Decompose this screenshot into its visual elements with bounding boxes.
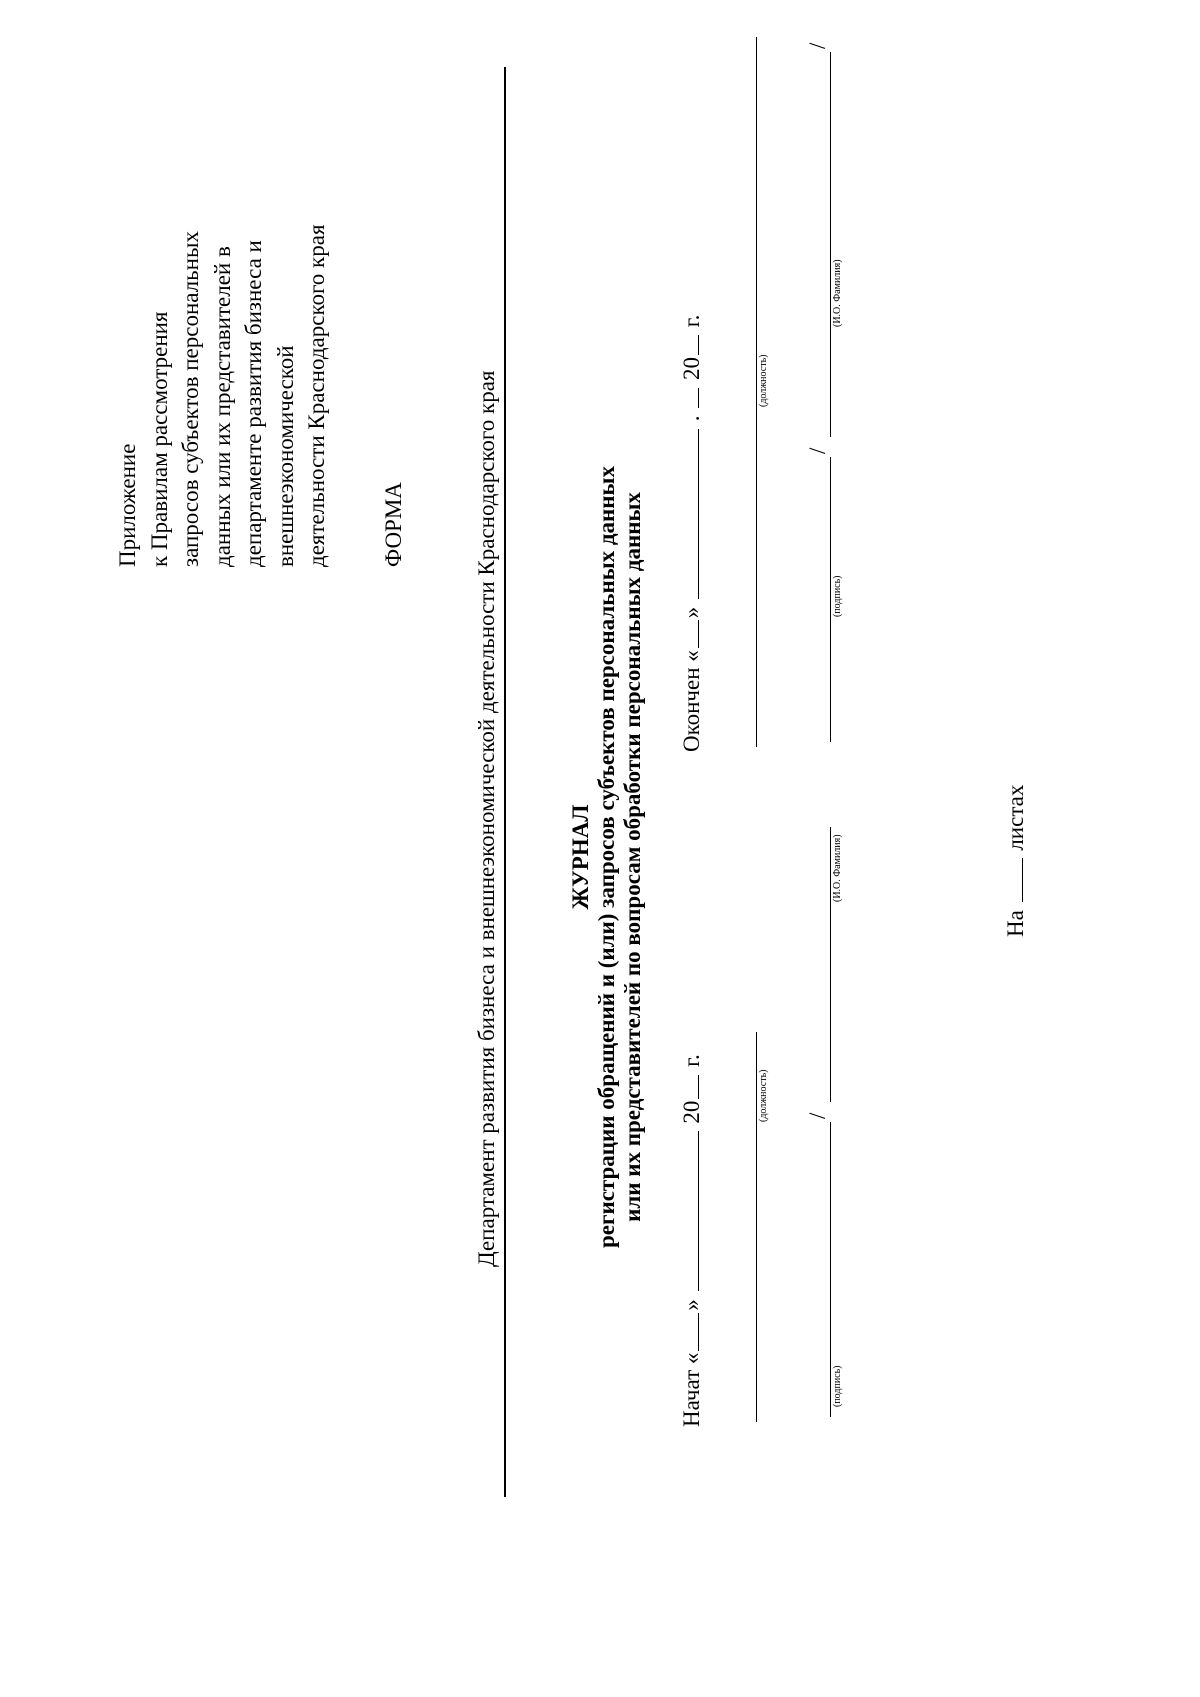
started-label: Начат « xyxy=(679,1352,704,1427)
form-label: ФОРМА xyxy=(381,482,406,567)
finished-date-row xyxy=(678,315,705,752)
journal-title-block xyxy=(568,17,646,1697)
appendix-line: Приложение xyxy=(115,443,140,567)
started-slash: / xyxy=(805,1112,830,1119)
finished-position-caption: (должность) xyxy=(758,354,769,407)
sheets-row xyxy=(1002,785,1029,937)
finished-name-line[interactable] xyxy=(830,52,831,437)
appendix-line: данных или их представителей в xyxy=(209,246,235,567)
appendix-line: к Правилам рассмотрения xyxy=(146,311,172,567)
sheets-prefix: На xyxy=(1003,910,1028,937)
started-name-caption: (И.О. Фамилия) xyxy=(832,834,843,902)
appendix-line: деятельности Краснодарского края xyxy=(304,224,329,567)
started-name-line[interactable] xyxy=(830,827,831,1102)
finished-day-field[interactable] xyxy=(678,620,699,648)
department-name: Департамент развития бизнеса и внешнеэкономической деятельности Краснодарского края xyxy=(474,370,499,1267)
appendix-line: внешнеэкономической xyxy=(272,345,298,567)
finished-month-field[interactable] xyxy=(678,429,699,599)
started-year-field[interactable] xyxy=(678,1075,699,1099)
started-day-field[interactable] xyxy=(678,1313,699,1351)
finished-position-line[interactable] xyxy=(756,37,757,747)
appendix-block xyxy=(112,147,333,567)
started-year-prefix: 20 xyxy=(679,1100,704,1124)
started-signature-caption: (подпись) xyxy=(832,1365,843,1407)
started-quote-close: » xyxy=(679,1299,704,1311)
started-month-field[interactable] xyxy=(678,1131,699,1291)
finished-slash-end: / xyxy=(805,42,830,49)
started-date-row xyxy=(678,1054,705,1427)
finished-label: Окончен « xyxy=(679,650,704,752)
finished-quote-close: » xyxy=(679,606,704,619)
sheets-suffix: листах xyxy=(1003,784,1028,851)
finished-year-prefix: 20 xyxy=(679,356,704,380)
appendix-line: запросов субъектов персональных xyxy=(178,231,203,567)
finished-year-suffix: г. xyxy=(679,314,704,328)
finished-dot: . xyxy=(679,415,704,422)
journal-title: ЖУРНАЛ xyxy=(568,804,593,910)
department-rule xyxy=(504,67,506,1497)
finished-signature-line[interactable] xyxy=(830,457,831,742)
finished-name-caption: (И.О. Фамилия) xyxy=(832,259,843,327)
journal-subtitle-line1: регистрации обращений и (или) запросов субъектов персональных данных xyxy=(594,466,619,1248)
started-year-suffix: г. xyxy=(679,1054,704,1067)
sheets-count-field[interactable] xyxy=(1002,858,1023,902)
started-position-line[interactable] xyxy=(756,1032,757,1422)
started-signature-line[interactable] xyxy=(830,1122,831,1417)
finished-signature-caption: (подпись) xyxy=(832,575,843,617)
finished-slash: / xyxy=(805,447,830,454)
appendix-line: департаменте развития бизнеса и xyxy=(241,240,266,567)
started-position-caption: (должность) xyxy=(758,1069,769,1122)
finished-day2-field[interactable] xyxy=(678,388,699,408)
finished-year-field[interactable] xyxy=(678,335,699,355)
journal-subtitle-line2: или их представителей по вопросам обработки персональных данных xyxy=(620,492,645,1222)
